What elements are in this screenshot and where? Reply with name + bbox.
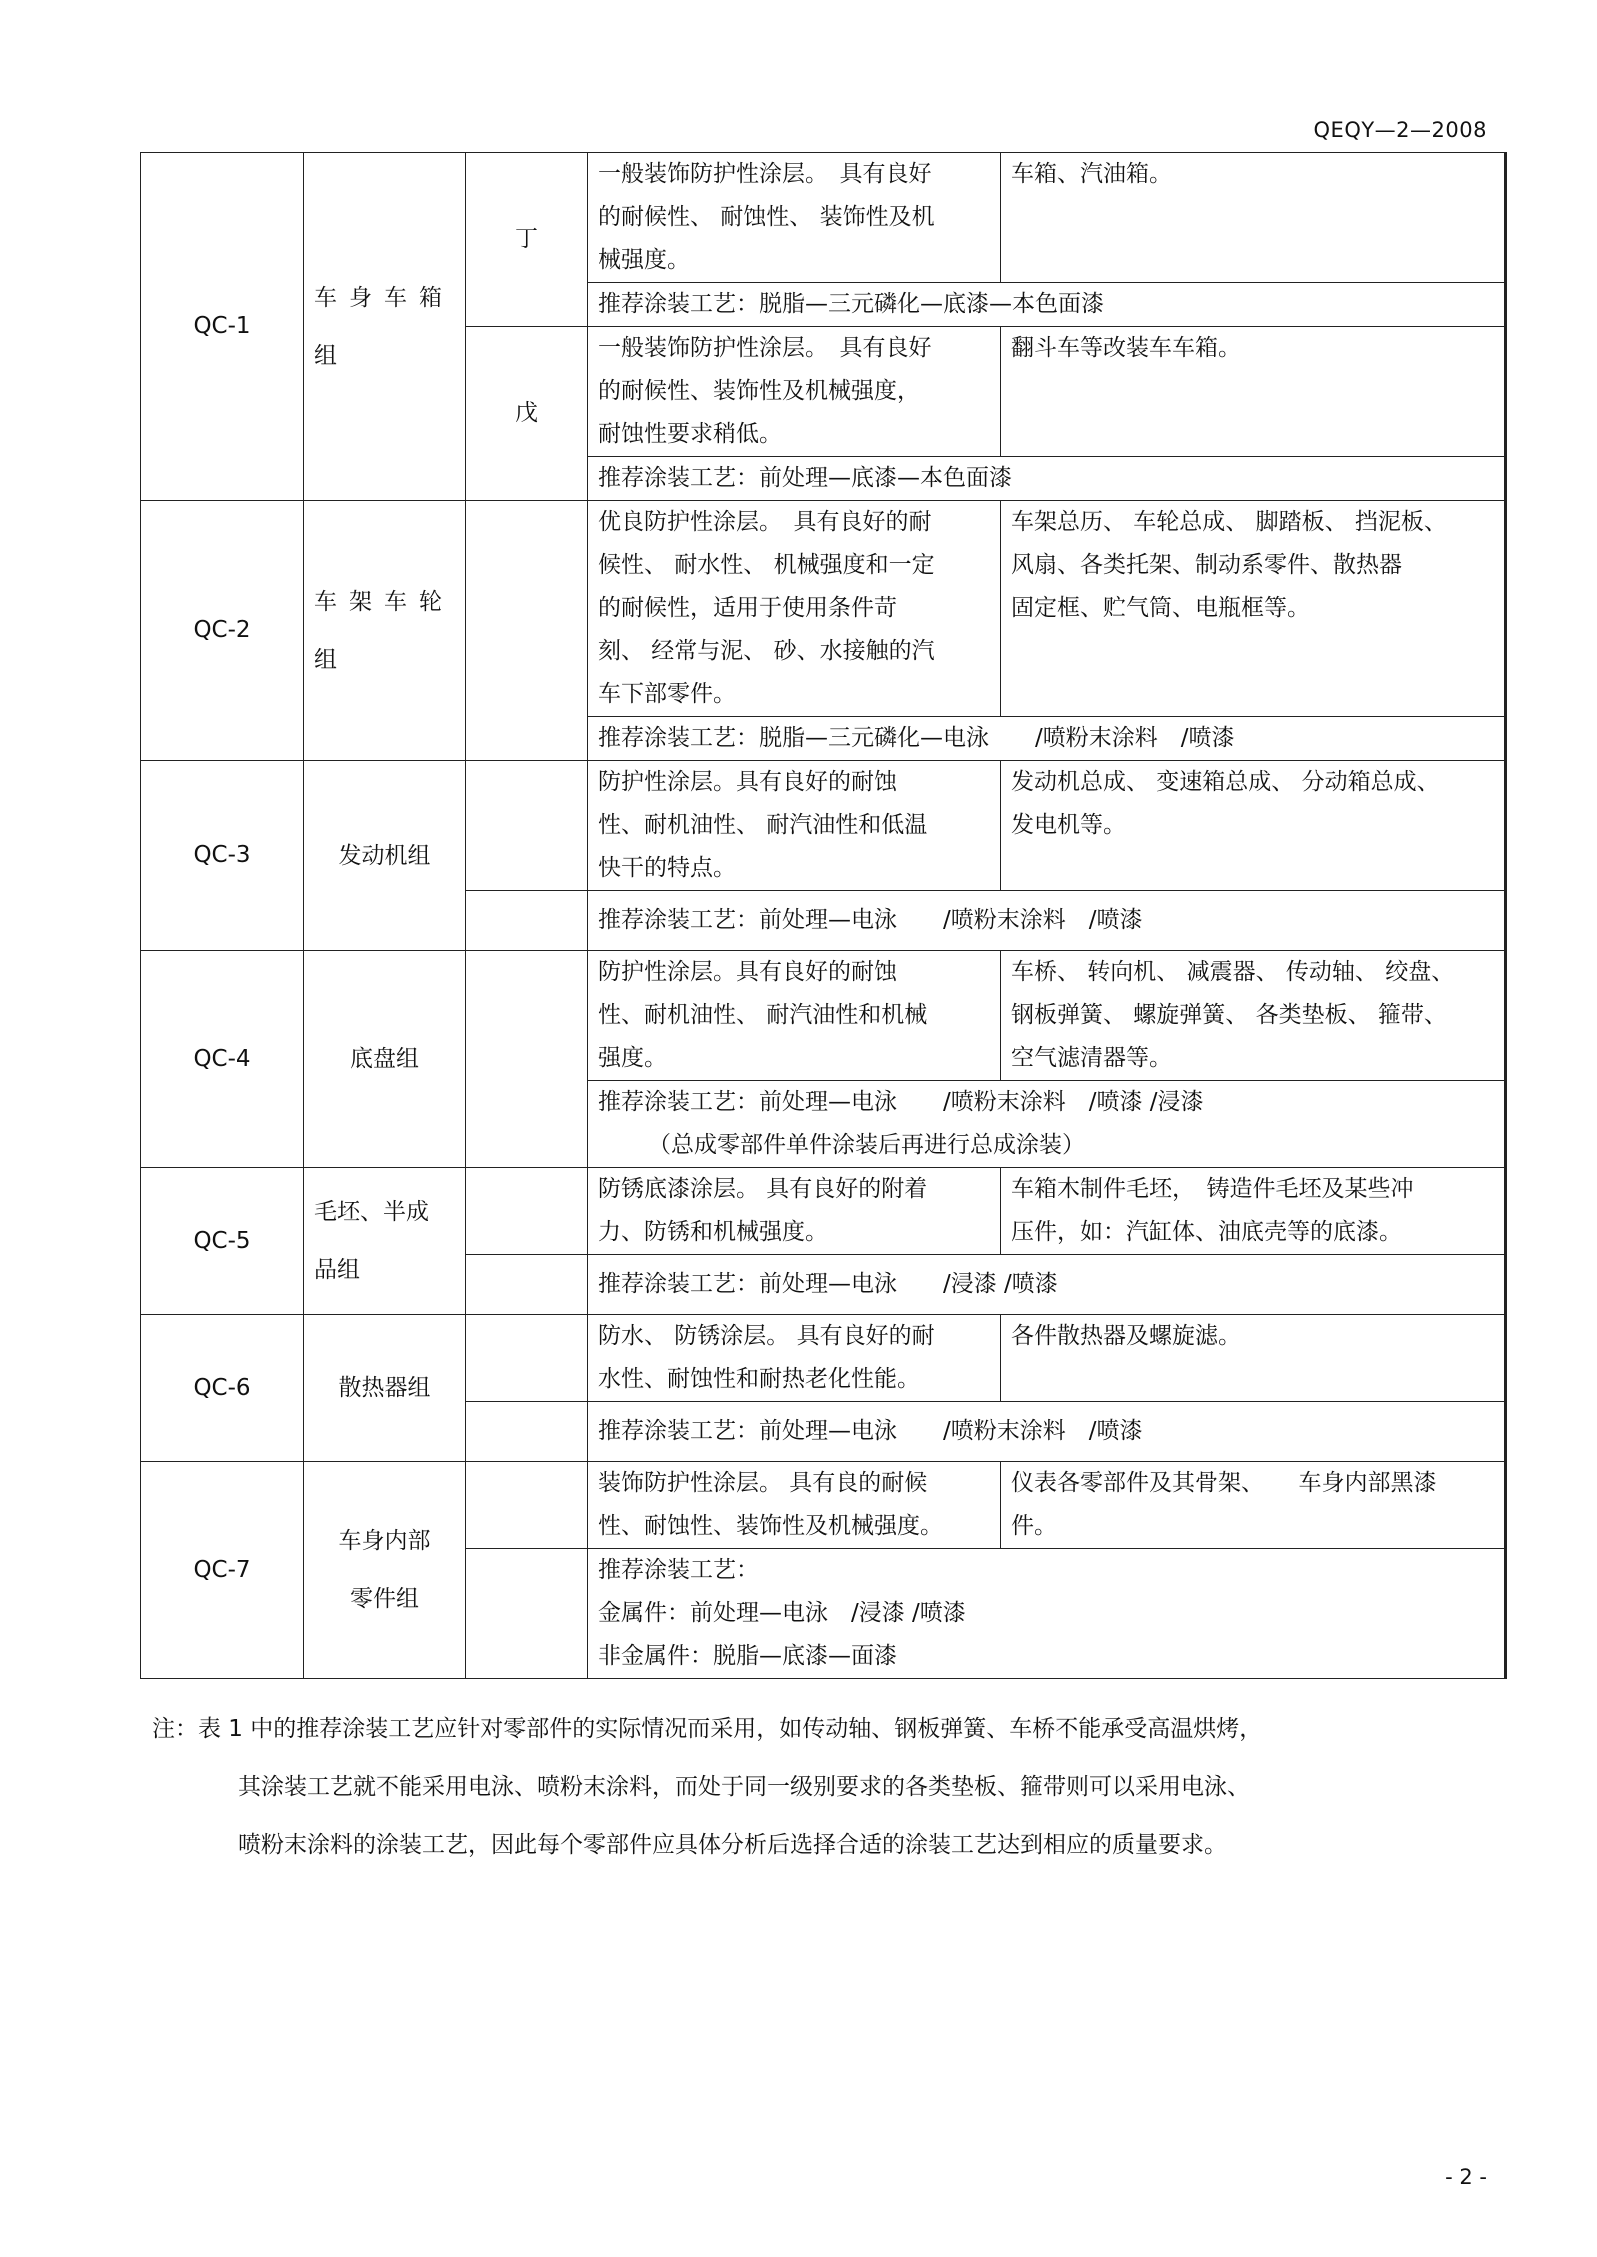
performance-line: 强度。 (598, 1045, 667, 1071)
performance-cell (588, 761, 1001, 891)
process-text: 推荐涂装工艺：前处理—底漆—本色面漆 (598, 465, 1012, 491)
application-line: 车箱、汽油箱。 (1011, 161, 1172, 187)
grade-cell (466, 761, 588, 891)
process-text: 推荐涂装工艺：脱脂—三元磷化—底漆—本色面漆 (598, 291, 1104, 317)
performance-line: 优良防护性涂层。 具有良好的耐 (598, 509, 932, 535)
process-text: 推荐涂装工艺：前处理—电泳 /喷粉末涂料 /喷漆 /浸漆 (598, 1089, 1204, 1115)
performance-cell (588, 327, 1001, 457)
group-name-line: 零件组 (350, 1586, 419, 1612)
process-text: 推荐涂装工艺：前处理—电泳 /喷粉末涂料 /喷漆 (598, 907, 1143, 933)
grade-label: 戊 (515, 400, 538, 426)
performance-cell (588, 1462, 1001, 1549)
group-name-line: 发动机组 (338, 842, 431, 869)
application-cell (1001, 501, 1506, 717)
performance-cell (588, 153, 1001, 283)
performance-line: 车下部零件。 (598, 681, 736, 707)
grade-cell (466, 1402, 588, 1462)
process-cell (588, 1402, 1506, 1462)
group-name-line: 毛坯、半成 (314, 1199, 429, 1225)
performance-line: 防护性涂层。具有良好的耐蚀 (598, 959, 897, 985)
process-text: 金属件：前处理—电泳 /浸漆 /喷漆 (598, 1600, 966, 1626)
grade-cell (466, 327, 588, 501)
grade-cell (466, 891, 588, 951)
row-code: QC-7 (193, 1556, 251, 1583)
grade-cell (466, 501, 588, 761)
row-code: QC-4 (193, 1045, 251, 1072)
process-text: 非金属件：脱脂—底漆—面漆 (598, 1643, 897, 1669)
group-name-line: 底盘组 (350, 1046, 419, 1072)
performance-line: 防水、 防锈涂层。 具有良好的耐 (598, 1323, 935, 1349)
performance-line: 械强度。 (598, 247, 690, 273)
performance-line: 一般装饰防护性涂层。 具有良好 (598, 335, 932, 361)
group-name-cell (304, 1168, 466, 1315)
performance-line: 水性、耐蚀性和耐热老化性能。 (598, 1366, 920, 1392)
process-cell (588, 1549, 1506, 1679)
application-line: 翻斗车等改装车车箱。 (1011, 335, 1241, 361)
group-name-line: 组 (314, 342, 349, 369)
performance-line: 的耐候性，适用于使用条件苛 (598, 595, 897, 621)
footnote-line: 注：表 1 中的推荐涂装工艺应针对零部件的实际情况而采用，如传动轴、钢板弹簧、车桥不能承受高温烘烤， (152, 1716, 1263, 1742)
performance-line: 刻、 经常与泥、 砂、水接触的汽 (598, 638, 935, 664)
performance-cell (588, 951, 1001, 1081)
performance-line: 的耐候性、 耐蚀性、 装饰性及机 (598, 204, 935, 230)
coating-spec-table (140, 152, 1507, 1679)
table-row-qc-2 (141, 501, 1506, 717)
process-text: 推荐涂装工艺：脱脂—三元磷化—电泳 /喷粉末涂料 /喷漆 (598, 725, 1235, 751)
row-code-cell (141, 1315, 304, 1462)
performance-cell (588, 1315, 1001, 1402)
group-name-line: 车身内部 (338, 1528, 431, 1554)
performance-cell (588, 501, 1001, 717)
table-row-qc-4 (141, 951, 1506, 1081)
row-code-cell (141, 951, 304, 1168)
row-code: QC-2 (193, 617, 251, 643)
application-cell (1001, 153, 1506, 283)
application-line: 钢板弹簧、 螺旋弹簧、 各类垫板、 箍带、 (1011, 1002, 1447, 1028)
application-line: 车架总历、 车轮总成、 脚踏板、 挡泥板、 (1011, 509, 1447, 535)
process-text: 推荐涂装工艺： (598, 1557, 759, 1583)
application-line: 压件，如：汽缸体、油底壳等的底漆。 (1011, 1219, 1402, 1245)
process-text: 推荐涂装工艺：前处理—电泳 /浸漆 /喷漆 (598, 1271, 1058, 1297)
table-row-qc-3 (141, 761, 1506, 891)
performance-line: 耐蚀性要求稍低。 (598, 421, 782, 447)
group-name-cell (304, 951, 466, 1168)
group-name-line: 组 (314, 646, 349, 673)
process-text: 推荐涂装工艺：前处理—电泳 /喷粉末涂料 /喷漆 (598, 1418, 1143, 1444)
performance-line: 性、耐蚀性、装饰性及机械强度。 (598, 1513, 943, 1539)
process-note: （总成零部件单件涂装后再进行总成涂装） (648, 1132, 1085, 1158)
application-line: 发动机总成、 变速箱总成、 分动箱总成、 (1011, 769, 1440, 795)
grade-cell (466, 1315, 588, 1402)
grade-cell (466, 1462, 588, 1549)
application-cell (1001, 1168, 1506, 1255)
document-code: QEQY—2—2008 (1313, 118, 1487, 142)
performance-line: 防锈底漆涂层。 具有良好的附着 (598, 1176, 928, 1202)
grade-cell (466, 951, 588, 1168)
grade-cell (466, 1549, 588, 1679)
group-name-line: 车身车箱 (314, 284, 454, 311)
process-cell (588, 1255, 1506, 1315)
application-line: 发电机等。 (1011, 812, 1126, 838)
performance-line: 的耐候性、装饰性及机械强度， (598, 378, 920, 404)
application-line: 各件散热器及螺旋滤。 (1011, 1323, 1241, 1349)
row-code-cell (141, 1462, 304, 1679)
grade-cell (466, 1255, 588, 1315)
group-name-cell (304, 1462, 466, 1679)
process-cell (588, 717, 1506, 761)
row-code-cell (141, 153, 304, 501)
application-line: 车桥、 转向机、 减震器、 传动轴、 绞盘、 (1011, 959, 1455, 985)
performance-line: 装饰防护性涂层。 具有良的耐候 (598, 1470, 928, 1496)
row-code: QC-1 (193, 313, 251, 339)
application-cell (1001, 327, 1506, 457)
row-code: QC-5 (193, 1227, 251, 1254)
footnote-line: 其涂装工艺就不能采用电泳、喷粉末涂料，而处于同一级别要求的各类垫板、箍带则可以采用电泳、 (238, 1774, 1250, 1800)
performance-line: 快干的特点。 (598, 855, 736, 881)
grade-cell (466, 1168, 588, 1255)
table-row-qc-7 (141, 1462, 1506, 1549)
row-code-cell (141, 1168, 304, 1315)
performance-line: 性、耐机油性、 耐汽油性和低温 (598, 812, 928, 838)
group-name-cell (304, 1315, 466, 1462)
application-line: 空气滤清器等。 (1011, 1045, 1172, 1071)
table-row-qc-1-ding (141, 153, 1506, 283)
performance-line: 性、耐机油性、 耐汽油性和机械 (598, 1002, 928, 1028)
footnote-line: 喷粉末涂料的涂装工艺，因此每个零部件应具体分析后选择合适的涂装工艺达到相应的质量要求。 (238, 1832, 1227, 1858)
performance-cell (588, 1168, 1001, 1255)
process-cell (588, 891, 1506, 951)
row-code: QC-3 (193, 842, 251, 868)
page-number: - 2 - (1445, 2165, 1487, 2189)
grade-label: 丁 (515, 226, 538, 252)
group-name-line: 散热器组 (338, 1375, 431, 1401)
process-cell (588, 283, 1506, 327)
row-code: QC-6 (193, 1374, 251, 1401)
process-cell (588, 457, 1506, 501)
performance-line: 力、防锈和机械强度。 (598, 1219, 828, 1245)
application-cell (1001, 951, 1506, 1081)
application-line: 风扇、各类托架、制动系零件、散热器 (1011, 552, 1402, 578)
group-name-cell (304, 501, 466, 761)
application-line: 件。 (1011, 1513, 1057, 1539)
application-cell (1001, 1462, 1506, 1549)
table-footnote (152, 1700, 1492, 1874)
table-row-qc-5 (141, 1168, 1506, 1255)
group-name-line: 品组 (314, 1257, 360, 1283)
application-line: 固定框、贮气筒、电瓶框等。 (1011, 595, 1310, 621)
application-line: 车箱木制件毛坯， 铸造件毛坯及某些冲 (1011, 1176, 1414, 1202)
application-line: 仪表各零部件及其骨架、 车身内部黑漆 (1011, 1470, 1437, 1496)
performance-line: 一般装饰防护性涂层。 具有良好 (598, 161, 932, 187)
table-row-qc-6 (141, 1315, 1506, 1402)
group-name-line: 车架车轮 (314, 588, 454, 615)
group-name-cell (304, 761, 466, 951)
performance-line: 候性、 耐水性、 机械强度和一定 (598, 552, 935, 578)
process-cell (588, 1081, 1506, 1168)
performance-line: 防护性涂层。具有良好的耐蚀 (598, 769, 897, 795)
application-cell (1001, 761, 1506, 891)
row-code-cell (141, 501, 304, 761)
application-cell (1001, 1315, 1506, 1402)
group-name-cell (304, 153, 466, 501)
grade-cell (466, 153, 588, 327)
row-code-cell (141, 761, 304, 951)
